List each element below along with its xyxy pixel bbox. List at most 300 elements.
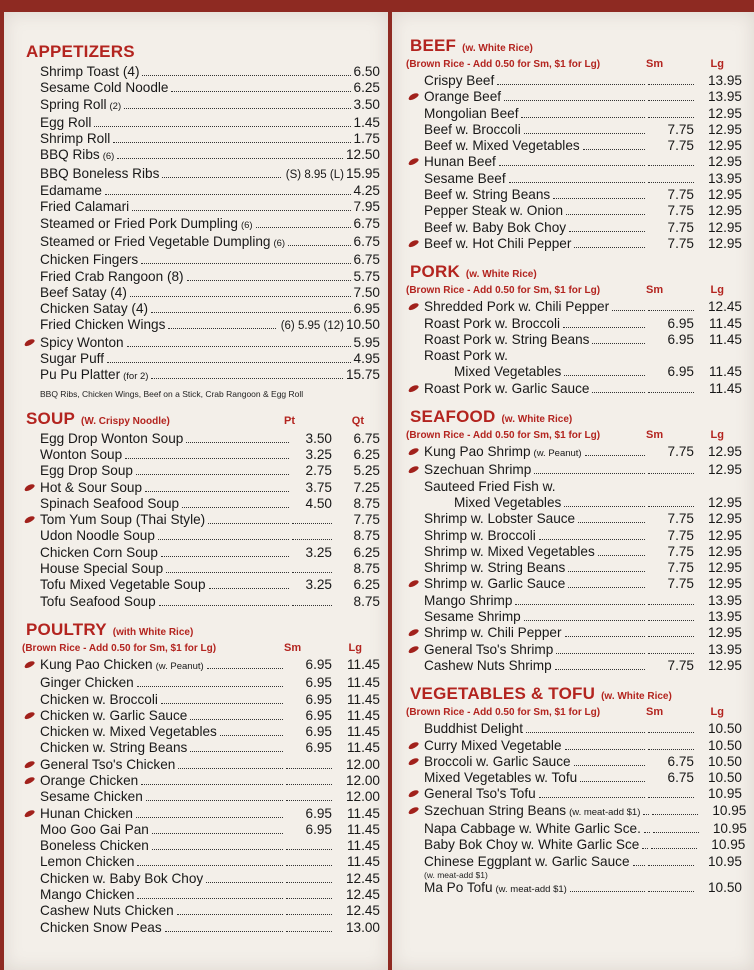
- menu-item: [22, 657, 380, 675]
- price-large: 6.25: [353, 577, 380, 593]
- item-name: Udon Noodle Soup: [40, 528, 155, 544]
- dot-leader: [168, 328, 275, 329]
- price-small-empty: [648, 116, 694, 118]
- price-large: 13.95: [707, 73, 742, 88]
- menu-item-continued: [406, 495, 742, 511]
- dot-leader: [563, 327, 645, 328]
- menu-item: [406, 187, 742, 203]
- column-head-sm: Sm: [284, 641, 302, 654]
- item-name: Lemon Chicken: [40, 854, 135, 870]
- menu-item: [22, 269, 380, 285]
- price-small: 7.75: [667, 657, 694, 673]
- price-small: 6.95: [667, 331, 694, 347]
- section-title: POULTRY: [26, 619, 107, 639]
- price-small-empty: [648, 796, 694, 798]
- price-small: 7.75: [667, 560, 694, 576]
- seafood-section: [406, 407, 742, 674]
- item-name: Hunan Beef: [424, 154, 496, 170]
- dot-leader: [186, 442, 289, 443]
- item-name: Beef w. String Beans: [424, 187, 551, 203]
- item-name: Cashew Nuts Shrimp: [424, 657, 552, 673]
- dot-leader: [137, 865, 283, 866]
- price-large: 13.00: [345, 919, 380, 935]
- column-head-lg: Lg: [348, 641, 362, 654]
- menu-item: [406, 837, 746, 853]
- price-small-empty: [648, 99, 694, 101]
- dot-leader: [159, 605, 289, 606]
- item-name: Mongolian Beef: [424, 105, 519, 121]
- dot-leader: [288, 245, 350, 246]
- price-large: 12.45: [345, 870, 380, 886]
- item-name: Chicken Fingers: [40, 252, 139, 268]
- menu-page-left: [4, 12, 388, 970]
- vegetables-tofu-list: [406, 721, 747, 898]
- item-name: Orange Beef: [424, 89, 502, 105]
- price-small-empty: [648, 391, 694, 393]
- chili-pepper-icon: [407, 92, 419, 102]
- price-small-empty: [648, 890, 694, 892]
- chili-pepper-icon: [407, 383, 419, 393]
- item-price: 6.75: [353, 233, 380, 249]
- beef-list: [406, 73, 742, 252]
- item-name-continued: Mixed Vegetables: [454, 364, 562, 380]
- menu-item: [22, 594, 380, 610]
- price-small: 4.50: [305, 495, 332, 511]
- item-name: Shrimp w. Broccoli: [424, 527, 536, 543]
- menu-item: [22, 708, 380, 724]
- item-qualifier: (6): [102, 151, 115, 163]
- price-small-empty: [292, 604, 332, 606]
- price-small-empty: [648, 748, 694, 750]
- item-qualifier: (for 2): [123, 371, 149, 383]
- menu-item: [22, 903, 380, 919]
- dot-leader: [141, 263, 350, 264]
- dot-leader: [136, 817, 283, 818]
- dot-leader: [165, 931, 283, 932]
- menu-item: [22, 80, 380, 96]
- left-column: [22, 42, 380, 970]
- menu-item: [22, 285, 380, 301]
- price-large: 8.75: [353, 495, 380, 511]
- item-name: Chicken w. Broccoli: [40, 691, 158, 707]
- dot-leader: [578, 522, 645, 523]
- menu-item: [22, 367, 380, 385]
- item-price: 1.45: [353, 114, 380, 130]
- price-small: 7.75: [667, 138, 694, 154]
- price-small: 3.25: [305, 544, 332, 560]
- item-name: Curry Mixed Vegetable: [424, 737, 562, 753]
- section-note: (W. Crispy Noodle): [80, 415, 170, 427]
- item-qualifier: (w. meat-add $1): [569, 806, 641, 818]
- price-small-empty: [648, 731, 694, 733]
- brown-rice-note: (Brown Rice - Add 0.50 for Sm, $1 for Lg): [406, 430, 601, 442]
- dot-leader: [125, 458, 289, 459]
- menu-item: [22, 234, 380, 252]
- item-name: Fried Crab Rangoon (8): [40, 268, 184, 284]
- item-name: Tofu Mixed Vegetable Soup: [40, 577, 206, 593]
- item-name: Sesame Beef: [424, 170, 506, 186]
- section-note: (w. White Rice): [462, 43, 533, 54]
- price-small: 7.75: [667, 187, 694, 203]
- item-price: 6.75: [353, 252, 380, 268]
- section-title: VEGETABLES & TOFU: [410, 684, 596, 704]
- menu-item: [406, 786, 742, 802]
- item-name: Buddhist Delight: [424, 721, 523, 737]
- item-name: Kung Pao Shrimp: [424, 444, 531, 460]
- item-name: Fried Chicken Wings: [40, 317, 166, 333]
- price-large: 12.95: [707, 560, 742, 576]
- item-name: Pepper Steak w. Onion: [424, 203, 564, 219]
- item-name: Spinach Seafood Soup: [40, 495, 180, 511]
- price-small-empty: [286, 881, 332, 883]
- item-name: Chinese Eggplant w. Garlic Sauce: [424, 853, 630, 869]
- menu-page-right: [392, 12, 754, 970]
- menu-item: [406, 528, 742, 544]
- section-header: [410, 407, 742, 427]
- dot-leader: [569, 231, 645, 232]
- dot-leader: [158, 539, 289, 540]
- item-name: Spicy Wonton: [40, 334, 124, 350]
- soup-list: [22, 431, 380, 610]
- price-large: 7.25: [353, 479, 380, 495]
- dot-leader: [117, 158, 343, 159]
- dot-leader: [565, 749, 645, 750]
- item-name: Shrimp w. Mixed Vegetables: [424, 543, 595, 559]
- item-name: Roast Pork w. Garlic Sauce: [424, 380, 590, 396]
- dot-leader: [524, 133, 645, 134]
- dot-leader: [124, 108, 350, 109]
- price-small: 6.95: [305, 724, 332, 740]
- item-name: Chicken Snow Peas: [40, 919, 162, 935]
- item-name: Egg Roll: [40, 114, 92, 130]
- chili-pepper-icon: [407, 644, 419, 654]
- item-price: 7.50: [353, 284, 380, 300]
- menu-item: [22, 854, 380, 870]
- price-large: 11.45: [346, 707, 380, 723]
- item-name: Boneless Chicken: [40, 838, 149, 854]
- price-small: 6.95: [305, 675, 332, 691]
- item-name: Pu Pu Platter: [40, 367, 121, 383]
- menu-item: [406, 171, 742, 187]
- price-small: 7.75: [667, 576, 694, 592]
- price-large: 12.95: [707, 203, 742, 219]
- dot-leader: [145, 491, 289, 492]
- brown-rice-row: [406, 284, 742, 296]
- item-name: BBQ Boneless Ribs: [40, 165, 160, 181]
- menu-item: [22, 64, 380, 80]
- brown-rice-row: [406, 58, 742, 70]
- column-head-qt: Qt: [351, 414, 364, 427]
- chili-pepper-icon: [407, 757, 419, 767]
- item-name: Chicken w. String Beans: [40, 740, 188, 756]
- price-large: 12.95: [707, 625, 742, 641]
- menu-item: [406, 770, 742, 786]
- menu-item: [406, 721, 742, 737]
- dot-leader: [553, 198, 645, 199]
- price-large: 12.95: [707, 138, 742, 154]
- price-large: 12.95: [707, 105, 742, 121]
- price-small-empty: [292, 522, 332, 524]
- menu-item: [22, 252, 380, 268]
- menu-item: [406, 462, 742, 478]
- item-name: Shrimp w. Chili Pepper: [424, 625, 562, 641]
- item-name: Szechuan String Beans: [424, 802, 567, 818]
- menu-item: [406, 854, 742, 870]
- item-qualifier: (6): [273, 237, 286, 249]
- dot-leader: [162, 177, 280, 178]
- dot-leader: [137, 898, 283, 899]
- price-large: 13.95: [707, 609, 742, 625]
- price-small-empty: [292, 538, 332, 540]
- price-small-empty: [648, 181, 694, 183]
- dot-leader: [151, 378, 343, 379]
- price-large: 11.45: [708, 331, 742, 347]
- price-small: 7.75: [667, 444, 694, 460]
- column-head-lg: Lg: [710, 706, 724, 719]
- platter-note: BBQ Ribs, Chicken Wings, Beef on a Stick, Crab Rangoon & Egg Roll: [40, 388, 304, 399]
- menu-item: [406, 609, 742, 625]
- item-name: House Special Soup: [40, 561, 164, 577]
- price-large: 12.95: [707, 462, 742, 478]
- price-small: 3.25: [305, 577, 332, 593]
- item-name: Sauteed Fried Fish w.: [424, 478, 556, 494]
- menu-item: [406, 299, 742, 315]
- menu-item: [22, 115, 380, 131]
- menu-item: [22, 692, 380, 708]
- dot-leader: [642, 848, 648, 849]
- menu-item: [406, 658, 742, 674]
- price-large: 11.45: [346, 675, 380, 691]
- menu-item: [22, 199, 380, 215]
- price-small: 6.95: [667, 364, 694, 380]
- menu-item: [406, 642, 742, 658]
- price-large: 12.95: [707, 235, 742, 251]
- dot-leader: [574, 765, 645, 766]
- dot-leader: [136, 474, 289, 475]
- item-name: Beef Satay (4): [40, 284, 127, 300]
- price-large: 12.95: [707, 494, 742, 510]
- item-name: Sesame Cold Noodle: [40, 80, 169, 96]
- dot-leader: [161, 703, 283, 704]
- section-header: [410, 36, 742, 56]
- menu-item: [22, 887, 380, 903]
- price-small: 7.75: [667, 235, 694, 251]
- dot-leader: [190, 751, 283, 752]
- menu-item: [22, 545, 380, 561]
- dot-leader: [206, 882, 283, 883]
- dot-leader: [585, 455, 645, 456]
- price-large: 13.95: [707, 592, 742, 608]
- dot-leader: [568, 571, 645, 572]
- item-size-prices: (6) 5.95 (12): [280, 320, 344, 333]
- price-small-empty: [286, 783, 332, 785]
- item-price: 5.75: [353, 268, 380, 284]
- price-large: 6.75: [353, 430, 380, 446]
- dot-leader: [539, 797, 645, 798]
- menu-item: [406, 89, 742, 105]
- item-price: 4.95: [353, 351, 380, 367]
- appetizers-section: [22, 42, 380, 399]
- price-large: 6.25: [353, 446, 380, 462]
- menu-item: [406, 138, 742, 154]
- menu-item: [22, 335, 380, 351]
- right-column: [406, 36, 747, 970]
- menu-item: [406, 479, 742, 495]
- price-small: 7.75: [667, 527, 694, 543]
- chili-pepper-icon: [407, 157, 419, 167]
- price-large: 10.95: [712, 802, 747, 818]
- item-name: BBQ Ribs: [40, 147, 100, 163]
- section-note: (w. White Rice): [465, 269, 537, 281]
- menu-item: [22, 871, 380, 887]
- price-large: 10.50: [707, 879, 742, 895]
- dot-leader: [178, 768, 283, 769]
- column-head-sm: Sm: [646, 58, 664, 70]
- menu-item: [406, 220, 742, 236]
- dot-leader: [644, 832, 650, 833]
- dot-leader: [592, 392, 645, 393]
- price-large: 12.95: [707, 576, 742, 592]
- menu-item: [22, 512, 380, 528]
- brown-rice-note: (Brown Rice - Add 0.50 for Sm, $1 for Lg): [406, 59, 601, 70]
- item-name-continued: Mixed Vegetables: [454, 494, 562, 510]
- price-small-empty: [286, 864, 332, 866]
- section-note: (w. White Rice): [501, 414, 573, 426]
- menu-item: [406, 802, 747, 821]
- item-name: Sesame Shrimp: [424, 609, 521, 625]
- item-price: 5.95: [353, 334, 380, 350]
- menu-item: [406, 73, 742, 89]
- column-head-lg: Lg: [710, 284, 724, 297]
- dot-leader: [524, 620, 645, 621]
- chili-pepper-icon: [407, 447, 419, 457]
- price-small: 6.75: [667, 770, 694, 786]
- chili-pepper-icon: [23, 808, 35, 818]
- dot-leader: [583, 149, 645, 150]
- menu-item: [22, 757, 380, 773]
- chili-pepper-icon: [23, 711, 35, 721]
- section-title: PORK: [410, 262, 460, 282]
- menu-item: [406, 880, 742, 898]
- section-note: (with White Rice): [112, 626, 194, 638]
- item-name: Tofu Seafood Soup: [40, 593, 156, 609]
- item-name: Hunan Chicken: [40, 805, 133, 821]
- price-large: 11.45: [708, 380, 742, 396]
- dot-leader: [220, 735, 283, 736]
- price-small-empty: [648, 864, 694, 866]
- item-price: 15.75: [345, 367, 380, 383]
- price-large: 12.00: [345, 772, 380, 788]
- item-name: Napa Cabbage w. White Garlic Sce.: [424, 820, 641, 836]
- menu-item: [22, 166, 380, 183]
- item-name: Chicken w. Mixed Vegetables: [40, 724, 217, 740]
- dot-leader: [166, 572, 289, 573]
- price-large: 12.95: [707, 219, 742, 235]
- price-small-empty: [648, 505, 694, 507]
- price-large: 10.95: [712, 820, 747, 836]
- price-small: 7.75: [667, 511, 694, 527]
- item-price: 6.75: [353, 215, 380, 231]
- price-large: 11.45: [346, 740, 380, 756]
- price-large: 6.25: [353, 544, 380, 560]
- price-large: 12.95: [707, 444, 742, 460]
- item-name: Chicken w. Baby Bok Choy: [40, 870, 204, 886]
- item-name: Shrimp Roll: [40, 131, 111, 147]
- item-name: Beef w. Mixed Vegetables: [424, 138, 580, 154]
- price-small: 7.75: [667, 219, 694, 235]
- price-small-empty: [648, 619, 694, 621]
- menu-item: [22, 463, 380, 479]
- menu-item: [22, 806, 380, 822]
- dot-leader: [141, 784, 283, 785]
- item-name: Roast Pork w.: [424, 348, 508, 364]
- item-qualifier: (w. Peanut): [533, 448, 582, 460]
- price-large: 5.25: [353, 463, 380, 479]
- price-small: 6.75: [667, 753, 694, 769]
- price-small-empty: [286, 897, 332, 899]
- chili-pepper-icon: [23, 337, 35, 347]
- chili-pepper-icon: [407, 805, 419, 815]
- price-small: 7.75: [667, 121, 694, 137]
- dot-leader: [497, 84, 645, 85]
- dot-leader: [565, 636, 645, 637]
- price-large: 12.95: [707, 657, 742, 673]
- item-price: 3.50: [353, 96, 380, 112]
- price-large: 8.75: [353, 528, 380, 544]
- appetizers-list: [22, 64, 380, 386]
- price-small-empty: [648, 83, 694, 85]
- chili-pepper-icon: [23, 759, 35, 769]
- menu-item: [406, 625, 742, 641]
- dot-leader: [187, 280, 351, 281]
- menu-item: [406, 316, 742, 332]
- menu-item: [22, 216, 380, 234]
- price-small-empty: [648, 164, 694, 166]
- dot-leader: [509, 182, 645, 183]
- dot-leader: [556, 653, 645, 654]
- price-large: 10.95: [707, 786, 742, 802]
- item-name: Chicken Corn Soup: [40, 544, 158, 560]
- dot-leader: [146, 800, 283, 801]
- section-header: [26, 42, 380, 62]
- dot-leader: [171, 91, 350, 92]
- item-name: Hot & Sour Soup: [40, 479, 143, 495]
- dot-leader: [564, 375, 645, 376]
- dot-leader: [190, 719, 283, 720]
- menu-item: [406, 444, 742, 462]
- menu-item: [22, 301, 380, 317]
- item-name: General Tso's Shrimp: [424, 641, 554, 657]
- section-header: [26, 409, 380, 429]
- dot-leader: [555, 669, 645, 670]
- price-small: 3.50: [305, 430, 332, 446]
- menu-item-continued: [406, 364, 742, 380]
- price-large: 11.45: [346, 724, 380, 740]
- chili-pepper-icon: [23, 776, 35, 786]
- item-size-prices: (S) 8.95 (L): [285, 168, 344, 181]
- price-large: 12.95: [707, 187, 742, 203]
- item-price: 1.75: [353, 131, 380, 147]
- price-large: 12.95: [707, 154, 742, 170]
- item-name: Spring Roll: [40, 96, 107, 112]
- item-price: 15.95: [345, 165, 380, 181]
- item-name: Sesame Chicken: [40, 789, 143, 805]
- section-note: (w. White Rice): [601, 691, 672, 703]
- item-name: Moo Goo Gai Pan: [40, 821, 149, 837]
- price-large: 11.45: [708, 364, 742, 380]
- menu-item: [406, 593, 742, 609]
- column-head-sm: Sm: [646, 706, 664, 719]
